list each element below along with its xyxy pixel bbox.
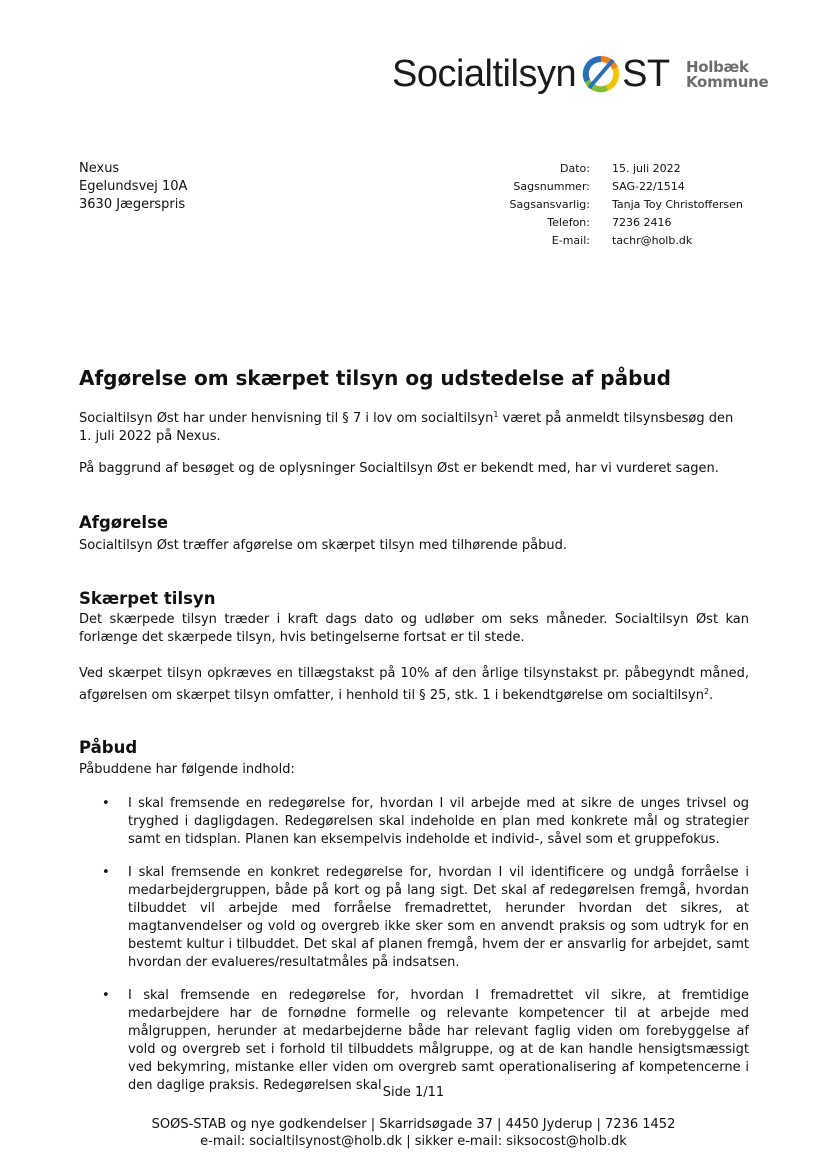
- footer-email-line: e-mail: socialtilsynost@holb.dk | sikker e-mail: siksocost@holb.dk: [200, 1134, 627, 1149]
- list-item: [79, 795, 749, 849]
- document-title: Afgørelse om skærpet tilsyn og udstedelse af påbud: [79, 366, 671, 390]
- kommune-line-2: Kommune: [686, 73, 769, 91]
- intro-paragraph-2: På baggrund af besøget og de oplysninger Socialtilsyn Øst er bekendt med, har vi vurderet sagen.: [79, 461, 719, 476]
- intro-text-part2: været på anmeldt tilsynsbesøg den 1. juli 2022 på Nexus.: [79, 411, 734, 444]
- meta-row-date: [485, 160, 743, 178]
- recipient-street: Egelundsvej 10A: [79, 179, 188, 194]
- list-item-text: I skal fremsende en redegørelse for, hvordan I vil arbejde med at sikre de unges trivsel og tryghed i dagligdagen. Redegørelsen skal indeholde en plan med konkrete mål og strategier samt en tidsplan. Planen kan eksempelvis indeholde et individ-, såvel som et gruppefokus.: [128, 796, 749, 847]
- section-heading-pabud: Påbud: [79, 738, 138, 757]
- recipient-city: 3630 Jægerspris: [79, 197, 186, 212]
- meta-value: tachr@holb.dk: [612, 234, 693, 247]
- meta-row-case: [485, 178, 743, 196]
- meta-value: SAG-22/1514: [612, 180, 685, 193]
- recipient-name: Nexus: [79, 161, 120, 176]
- socialtilsyn-logo: [392, 50, 670, 98]
- intro-text-part1: Socialtilsyn Øst har under henvisning til § 7 i lov om socialtilsyn: [79, 411, 494, 426]
- skaerpet-text-2: [79, 665, 749, 705]
- skaerpet-text-2-body: Ved skærpet tilsyn opkræves en tillægstakst på 10% af den årlige tilsynstakst pr. påbegyndt måned, afgørelsen om skærpet tilsyn omfatter, i henhold til § 25, stk. 1 i bekendtgørelse om socialtilsyn: [79, 666, 749, 703]
- skaerpet-text-2-end: .: [709, 688, 714, 703]
- logo-o-mark-icon: [582, 55, 620, 93]
- kommune-line-1: Holbæk: [686, 58, 749, 76]
- recipient-address: [79, 160, 187, 214]
- logo-suffix: ST: [622, 52, 670, 95]
- meta-row-officer: [485, 196, 743, 214]
- meta-row-phone: [485, 214, 743, 232]
- footnote-ref: 1: [493, 410, 499, 419]
- list-item: [79, 864, 749, 972]
- list-item-text: I skal fremsende en konkret redegørelse for, hvordan I vil identificere og undgå forråelse i medarbejdergruppen, både på kort og på lang sigt. Det skal af redegørelsen fremgå, hvordan tilbuddet vil arbejde med forråelse fremadrettet, herunder hvordan det sikres, at magtanvendelser og vold og overgreb ikke sker som en anvendt praksis og som udtryk for en bestemt kultur i tilbuddet. Det skal af planen fremgå, hvem der er ansvarlig for arbejdet, samt hvordan der evalueres/resultatmåles på indsatsen.: [128, 865, 749, 970]
- page-number: Side 1/11: [382, 1085, 445, 1100]
- footnote-ref: 2: [703, 687, 710, 696]
- meta-label: E-mail:: [551, 234, 590, 247]
- meta-value: 7236 2416: [612, 216, 672, 229]
- meta-value: Tanja Toy Christoffersen: [612, 198, 743, 211]
- meta-label: Dato:: [560, 162, 590, 175]
- bullet-icon: •: [102, 865, 110, 880]
- meta-value: 15. juli 2022: [612, 162, 681, 175]
- intro-paragraph: [79, 406, 749, 446]
- section-heading-skaerpet-tilsyn: Skærpet tilsyn: [79, 589, 216, 608]
- afgorelse-text: Socialtilsyn Øst træffer afgørelse om skærpet tilsyn med tilhørende påbud.: [79, 538, 568, 553]
- pabud-intro: Påbuddene har følgende indhold:: [79, 762, 295, 777]
- footer-address-line: SOØS-STAB og nye godkendelser | Skarridsøgade 37 | 4450 Jyderup | 7236 1452: [151, 1117, 676, 1132]
- meta-label: Sagsnummer:: [513, 180, 590, 193]
- logo-wordmark: Socialtilsyn: [392, 52, 577, 95]
- holbaek-kommune-logo: [686, 60, 768, 90]
- meta-label: Sagsansvarlig:: [509, 198, 590, 211]
- bullet-icon: •: [102, 988, 110, 1003]
- list-item-text: I skal fremsende en redegørelse for, hvordan I fremadrettet vil sikre, at fremtidige medarbejdere har de fornødne formelle og relevante kompetencer til at arbejde med målgruppen, herunder at medarbejderne både har relevant faglig viden om forebyggelse af vold og overgreb set i forhold til tilbuddets målgruppe, og at de kan handle hensigtsmæssigt ved bekymring, mistanke eller viden om overgreb samt operationalisering af kompetencerne i den daglige praksis. Redegørelsen skal: [128, 988, 749, 1093]
- case-metadata: [485, 160, 743, 250]
- meta-label: Telefon:: [547, 216, 590, 229]
- skaerpet-text-1: Det skærpede tilsyn træder i kraft dags dato og udløber om seks måneder. Socialtilsyn Øst kan forlænge det skærpede tilsyn, hvis betingelserne fortsat er til stede.: [79, 612, 749, 645]
- bullet-icon: •: [102, 796, 110, 811]
- section-heading-afgorelse: Afgørelse: [79, 513, 169, 532]
- meta-row-email: [485, 232, 743, 250]
